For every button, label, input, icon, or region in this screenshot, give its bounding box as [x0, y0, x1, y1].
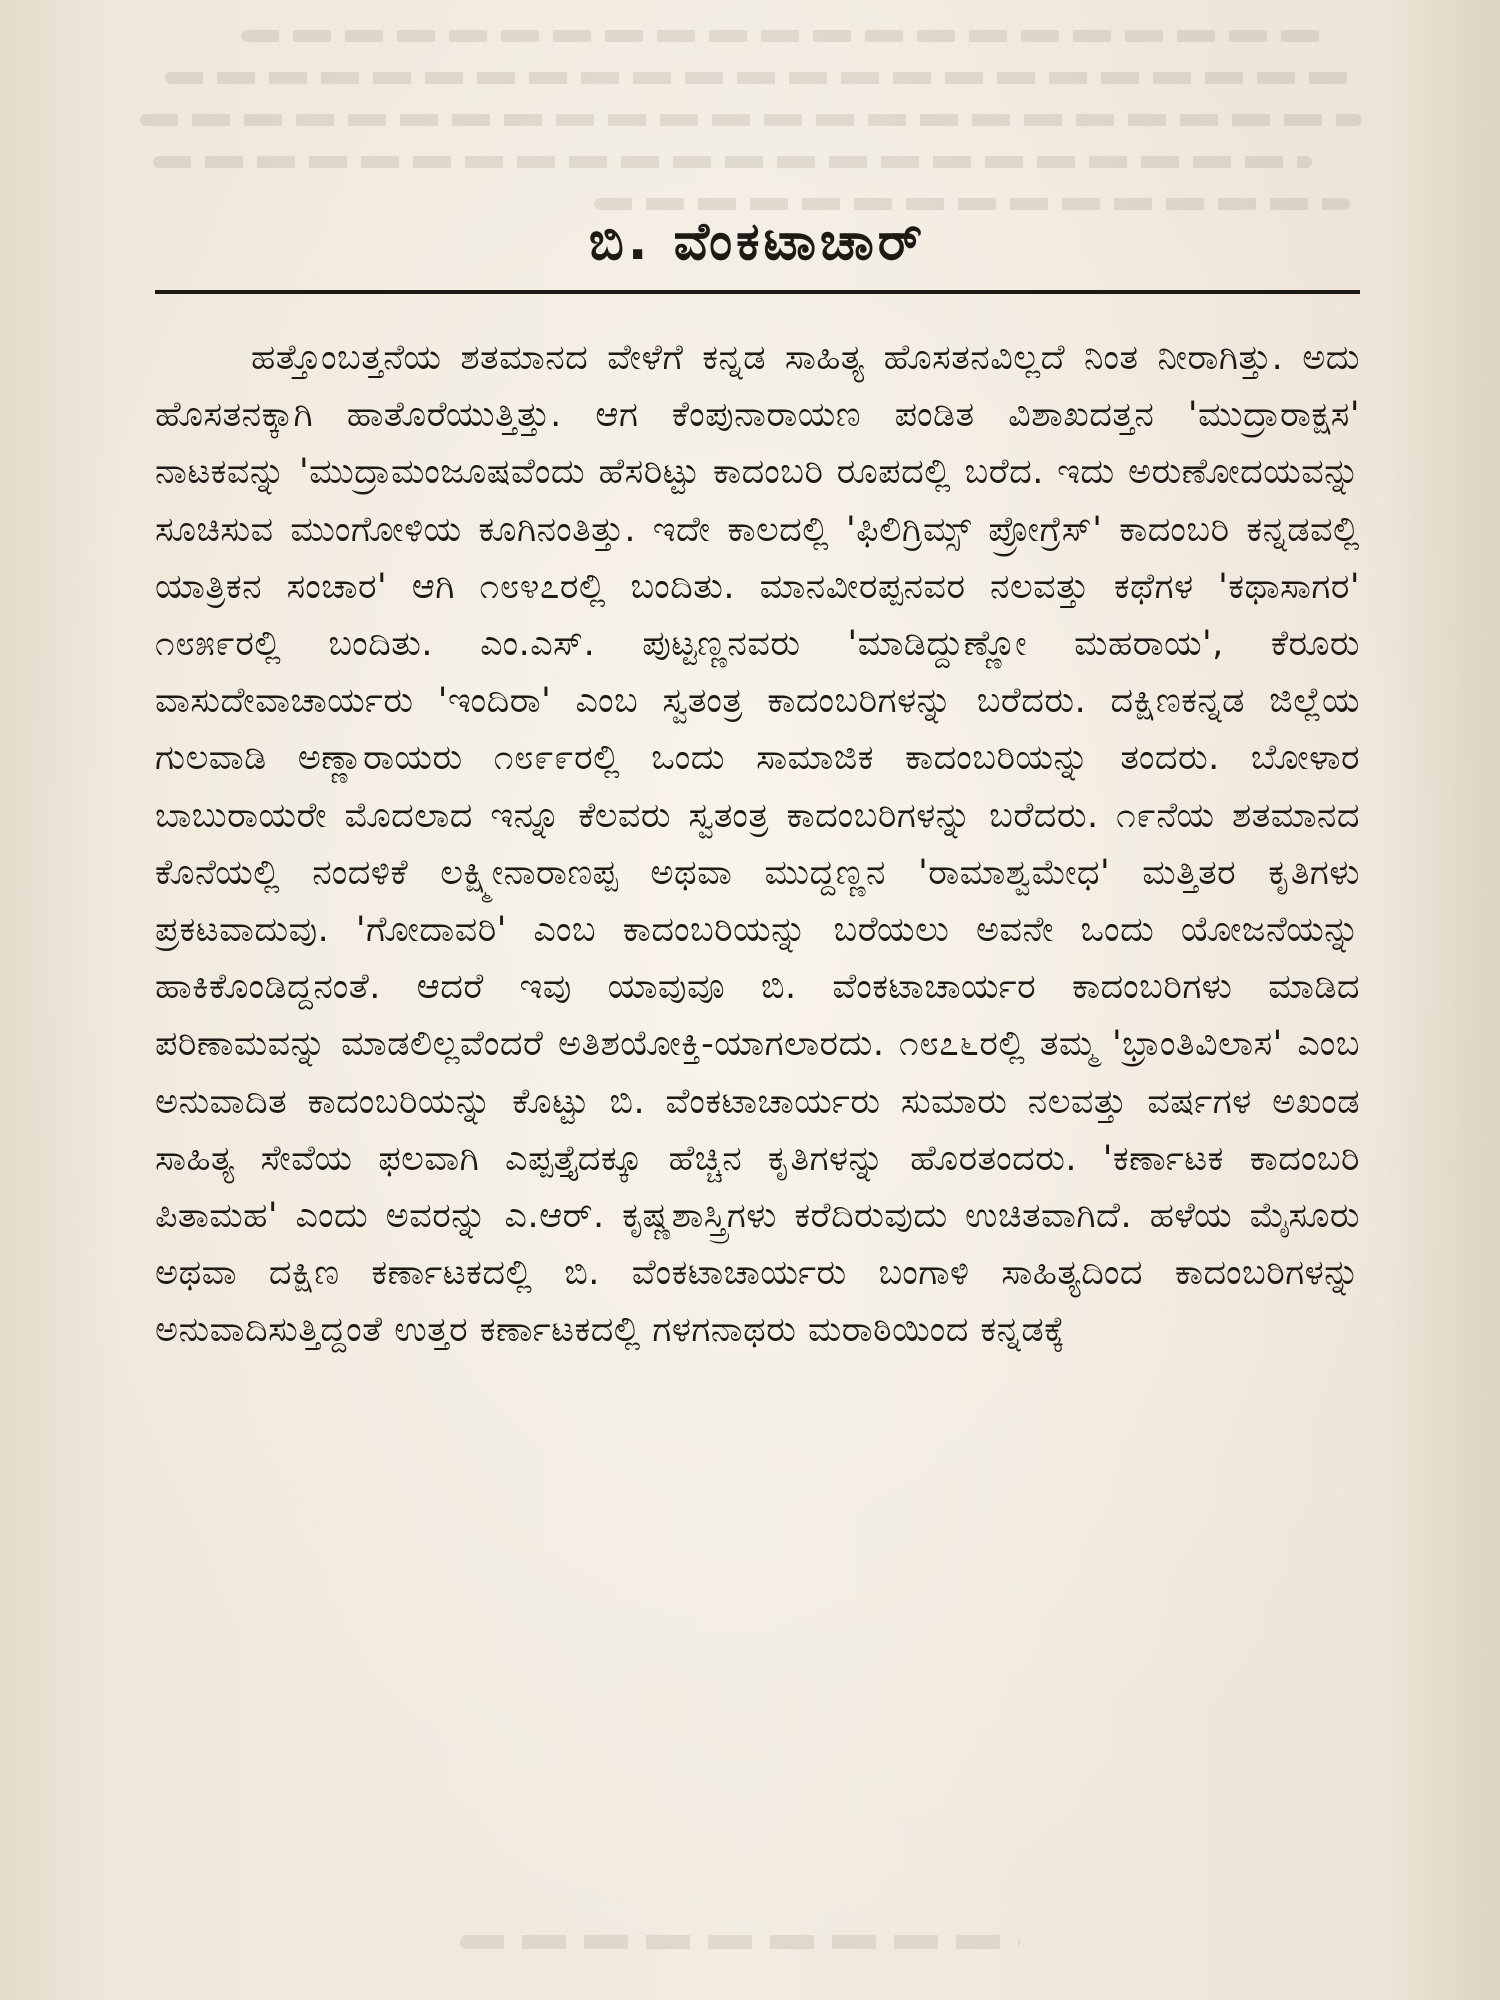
bleed-through-footer [460, 1935, 1020, 1949]
title-underline [155, 290, 1360, 294]
chapter-title: ಬಿ. ವೆಂಕಟಾಚಾರ್ [588, 212, 927, 272]
bleed-through-text [140, 0, 1400, 230]
body-paragraph: ಹತ್ತೊಂಬತ್ತನೆಯ ಶತಮಾನದ ವೇಳೆಗೆ ಕನ್ನಡ ಸಾಹಿತ್ಯ ಹೊಸತನವಿಲ್ಲದೆ ನಿಂತ ನೀರಾಗಿತ್ತು. ಅದು ಹೊಸತನಕ್ಕಾಗಿ ಹಾತೊರೆಯುತ್ತಿತ್ತು. ಆಗ ಕೆಂಪುನಾರಾಯಣ ಪಂಡಿತ ವಿಶಾಖದತ್ತನ 'ಮುದ್ರಾರಾಕ್ಷಸ' ನಾಟಕವನ್ನು 'ಮುದ್ರಾಮಂಜೂಷವೆಂದು ಹೆಸರಿಟ್ಟು ಕಾದಂಬರಿ ರೂಪದಲ್ಲಿ ಬರೆದ. ಇದು ಅರುಣೋದಯವನ್ನು ಸೂಚಿಸುವ ಮುಂಗೋಳಿಯ ಕೂಗಿನಂತಿತ್ತು. ಇದೇ ಕಾಲದಲ್ಲಿ 'ಫಿಲಿಗ್ರಿಮ್ಸ್ ಪ್ರೋಗ್ರೆಸ್' ಕಾದಂಬರಿ ಕನ್ನಡವಲ್ಲಿ ಯಾತ್ರಿಕನ ಸಂಚಾರ' ಆಗಿ ೧೮೪೭ರಲ್ಲಿ ಬಂದಿತು. ಮಾನವೀರಪ್ಪನವರ ನಲವತ್ತು ಕಥೆಗಳ 'ಕಥಾಸಾಗರ' ೧೮೫೯ರಲ್ಲಿ ಬಂದಿತು. ಎಂ.ಎಸ್. ಪುಟ್ಟಣ್ಣನವರು 'ಮಾಡಿದ್ದುಣ್ಣೋ ಮಹರಾಯ', ಕೆರೂರು ವಾಸುದೇವಾಚಾರ್ಯರು 'ಇಂದಿರಾ' ಎಂಬ ಸ್ವತಂತ್ರ ಕಾದಂಬರಿಗಳನ್ನು ಬರೆದರು. ದಕ್ಷಿಣಕನ್ನಡ ಜಿಲ್ಲೆಯ ಗುಲವಾಡಿ ಅಣ್ಣಾರಾಯರು ೧೮೯೯ರಲ್ಲಿ ಒಂದು ಸಾಮಾಜಿಕ ಕಾದಂಬರಿಯನ್ನು ತಂದರು. ಬೋಳಾರ ಬಾಬುರಾಯರೇ ಮೊದಲಾದ ಇನ್ನೂ ಕೆಲವರು ಸ್ವತಂತ್ರ ಕಾದಂಬರಿಗಳನ್ನು ಬರೆದರು. ೧೯ನೆಯ ಶತಮಾನದ ಕೊನೆಯಲ್ಲಿ ನಂದಳಿಕೆ ಲಕ್ಷ್ಮೀನಾರಾಣಪ್ಪ ಅಥವಾ ಮುದ್ದಣ್ಣನ 'ರಾಮಾಶ್ವಮೇಧ' ಮತ್ತಿತರ ಕೃತಿಗಳು ಪ್ರಕಟವಾದುವು. 'ಗೋದಾವರಿ' ಎಂಬ ಕಾದಂಬರಿಯನ್ನು ಬರೆಯಲು ಅವನೇ ಒಂದು ಯೋಜನೆಯನ್ನು ಹಾಕಿಕೊಂಡಿದ್ದನಂತೆ. ಆದರೆ ಇವು ಯಾವುವೂ ಬಿ. ವೆಂಕಟಾಚಾರ್ಯರ ಕಾದಂಬರಿಗಳು ಮಾಡಿದ ಪರಿಣಾಮವನ್ನು ಮಾಡಲಿಲ್ಲವೆಂದರೆ ಅತಿಶಯೋಕ್ತಿ-ಯಾಗಲಾರದು. ೧೮೭೬ರಲ್ಲಿ ತಮ್ಮ 'ಭ್ರಾಂತಿವಿಲಾಸ' ಎಂಬ ಅನುವಾದಿತ ಕಾದಂಬರಿಯನ್ನು ಕೊಟ್ಟು ಬಿ. ವೆಂಕಟಾಚಾರ್ಯರು ಸುಮಾರು ನಲವತ್ತು ವರ್ಷಗಳ ಅಖಂಡ ಸಾಹಿತ್ಯ ಸೇವೆಯ ಫಲವಾಗಿ ಎಪ್ಪತ್ತೈದಕ್ಕೂ ಹೆಚ್ಚಿನ ಕೃತಿಗಳನ್ನು ಹೊರತಂದರು. 'ಕರ್ಣಾಟಕ ಕಾದಂಬರಿ ಪಿತಾಮಹ' ಎಂದು ಅವರನ್ನು ಎ.ಆರ್. ಕೃಷ್ಣಶಾಸ್ತ್ರಿಗಳು ಕರೆದಿರುವುದು ಉಚಿತವಾಗಿದೆ. ಹಳೆಯ ಮೈಸೂರು ಅಥವಾ ದಕ್ಷಿಣ ಕರ್ಣಾಟಕದಲ್ಲಿ ಬಿ. ವೆಂಕಟಾಚಾರ್ಯರು ಬಂಗಾಳಿ ಸಾಹಿತ್ಯದಿಂದ ಕಾದಂಬರಿಗಳನ್ನು ಅನುವಾದಿಸುತ್ತಿದ್ದಂತೆ ಉತ್ತರ ಕರ್ಣಾಟಕದಲ್ಲಿ ಗಳಗನಾಥರು ಮರಾಠಿಯಿಂದ ಕನ್ನಡಕ್ಕೆ [155, 338, 1360, 1351]
